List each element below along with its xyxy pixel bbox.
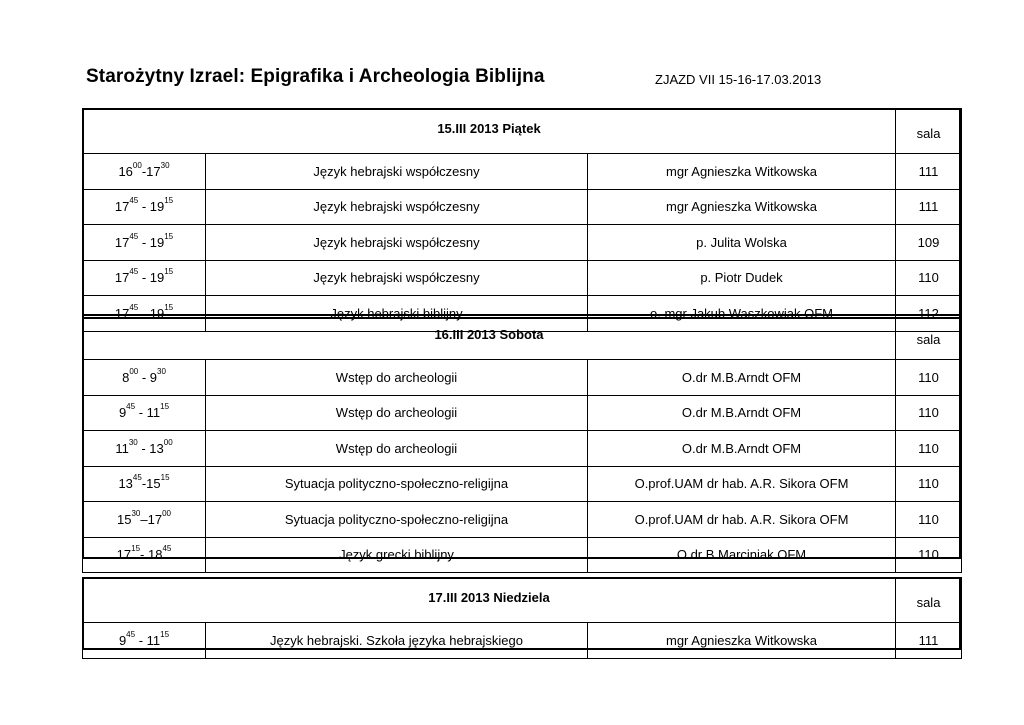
start-minutes: 45 (129, 267, 139, 277)
subject-cell: Wstęp do archeologii (206, 431, 588, 467)
day-table (82, 314, 962, 573)
subject-cell: Język hebrajski. Szkoła języka hebrajskiego (206, 623, 588, 659)
day-label: 15.III 2013 Piątek (83, 109, 896, 154)
subject-cell: Wstęp do archeologii (206, 395, 588, 431)
subject-cell: Język grecki biblijny (206, 537, 588, 573)
time-cell: $16^{00}-17^{30}$ (83, 154, 206, 190)
day-label: 16.III 2013 Sobota (83, 315, 896, 360)
subject-cell: Wstęp do archeologii (206, 360, 588, 396)
room-cell: 110 (896, 360, 962, 396)
end-minutes: 15 (164, 231, 174, 241)
start-minutes: 45 (126, 402, 136, 412)
time-cell: $15^{30}-17^{00}$ (83, 502, 206, 538)
end-minutes: 15 (160, 402, 170, 412)
end-minutes: 30 (160, 160, 170, 170)
end-minutes: 15 (164, 196, 174, 206)
table-row (83, 623, 962, 659)
start-minutes: 30 (131, 508, 141, 518)
time-cell: $17^{45} - 19^{15}$ (83, 189, 206, 225)
room-cell: 110 (896, 466, 962, 502)
room-column-header: sala (896, 578, 962, 623)
table-row (83, 431, 962, 467)
room-cell: 111 (896, 623, 962, 659)
room-cell: 112 (896, 296, 962, 332)
lecturer-cell: O.dr M.B.Arndt OFM (588, 395, 896, 431)
room-cell: 110 (896, 395, 962, 431)
time-cell: $17^{45} - 19^{15}$ (83, 296, 206, 332)
end-minutes: 15 (160, 473, 170, 483)
start-minutes: 00 (132, 160, 142, 170)
day-table (82, 108, 962, 332)
table-row (83, 395, 962, 431)
start-minutes: 30 (128, 437, 138, 447)
lecturer-cell: O.dr M.B.Arndt OFM (588, 431, 896, 467)
room-cell: 109 (896, 225, 962, 261)
end-minutes: 30 (157, 366, 166, 376)
day-header-row (83, 109, 962, 154)
lecturer-cell: mgr Agnieszka Witkowska (588, 623, 896, 659)
table-row (83, 189, 962, 225)
end-minutes: 00 (162, 508, 171, 518)
page-title: Starożytny Izrael: Epigrafika i Archeologia Biblijna (86, 66, 545, 87)
subject-cell: Sytuacja polityczno-społeczno-religijna (206, 502, 588, 538)
room-cell: 111 (896, 189, 962, 225)
room-cell: 110 (896, 260, 962, 296)
time-cell: $17^{15}-$ $18^{45}$ (83, 537, 206, 573)
lecturer-cell: o. mgr Jakub Waszkowiak OFM (588, 296, 896, 332)
lecturer-cell: mgr Agnieszka Witkowska (588, 154, 896, 190)
time-cell: $9^{45} - 11^{15}$ (83, 395, 206, 431)
lecturer-cell: O.dr M.B.Arndt OFM (588, 360, 896, 396)
day-table (82, 577, 962, 659)
room-cell: 110 (896, 431, 962, 467)
end-minutes: 45 (162, 544, 172, 554)
subject-cell: Sytuacja polityczno-społeczno-religijna (206, 466, 588, 502)
start-minutes: 45 (129, 196, 139, 206)
lecturer-cell: p. Julita Wolska (588, 225, 896, 261)
table-row (83, 466, 962, 502)
table-row (83, 360, 962, 396)
table-row (83, 225, 962, 261)
room-cell: 111 (896, 154, 962, 190)
time-cell: $11^{30} - 13^{00}$ (83, 431, 206, 467)
subject-cell: Język hebrajski współczesny (206, 225, 588, 261)
room-column-header: sala (896, 315, 962, 360)
time-cell: $17^{45} - 19^{15}$ (83, 260, 206, 296)
table-row (83, 154, 962, 190)
room-cell: 110 (896, 537, 962, 573)
start-minutes: 00 (129, 366, 139, 376)
end-minutes: 15 (160, 629, 170, 639)
lecturer-cell: O.dr B Marciniak OFM (588, 537, 896, 573)
start-minutes: 45 (129, 302, 139, 312)
time-cell: $9^{45} - 11^{15}$ (83, 623, 206, 659)
start-minutes: 45 (129, 231, 139, 241)
table-row (83, 537, 962, 573)
start-minutes: 45 (132, 473, 142, 483)
end-minutes: 15 (164, 302, 174, 312)
subject-cell: Język hebrajski biblijny (206, 296, 588, 332)
subject-cell: Język hebrajski współczesny (206, 189, 588, 225)
session-subtitle: ZJAZD VII 15-16-17.03.2013 (655, 72, 822, 87)
room-cell: 110 (896, 502, 962, 538)
time-cell: $17^{45} - 19^{15}$ (83, 225, 206, 261)
day-label: 17.III 2013 Niedziela (83, 578, 896, 623)
day-header-row (83, 315, 962, 360)
lecturer-cell: p. Piotr Dudek (588, 260, 896, 296)
room-column-header: sala (896, 109, 962, 154)
day-header-row (83, 578, 962, 623)
start-minutes: 45 (126, 629, 136, 639)
lecturer-cell: mgr Agnieszka Witkowska (588, 189, 896, 225)
table-row (83, 502, 962, 538)
table-row (83, 260, 962, 296)
end-minutes: 00 (163, 437, 173, 447)
time-cell: $8^{00} - 9^{30}$ (83, 360, 206, 396)
time-cell: $13^{45}-15^{15}$ (83, 466, 206, 502)
lecturer-cell: O.prof.UAM dr hab. A.R. Sikora OFM (588, 466, 896, 502)
subject-cell: Język hebrajski współczesny (206, 154, 588, 190)
subject-cell: Język hebrajski współczesny (206, 260, 588, 296)
lecturer-cell: O.prof.UAM dr hab. A.R. Sikora OFM (588, 502, 896, 538)
start-minutes: 15 (131, 544, 141, 554)
end-minutes: 15 (164, 267, 174, 277)
